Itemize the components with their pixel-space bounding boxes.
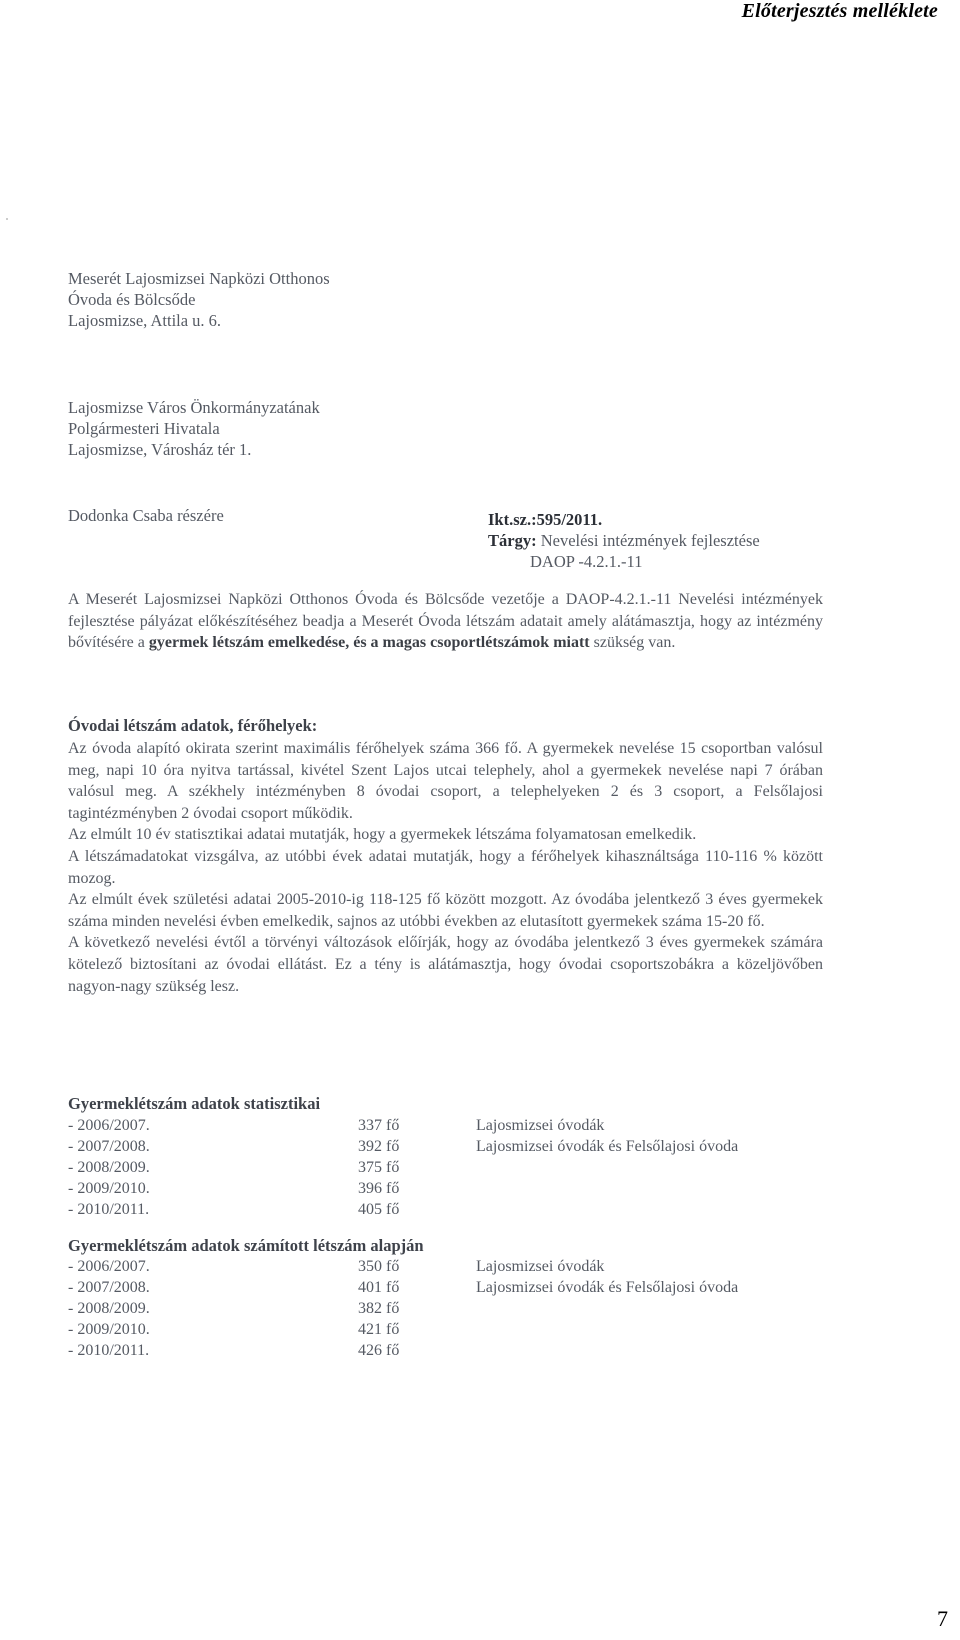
section-heading-stats: Gyermeklétszám adatok statisztikai: [68, 1094, 321, 1113]
attachment-header: Előterjesztés melléklete: [741, 0, 938, 22]
recipient-address: [68, 397, 320, 460]
attention-text: Dodonka Csaba részére: [68, 506, 224, 525]
sender-line: Óvoda és Bölcsőde: [68, 290, 196, 309]
paragraph: Az elmúlt 10 év statisztikai adatai mutatják, hogy a gyermekek létszáma folyamatosan emelkedik.: [68, 826, 697, 844]
intro-text-2: szükség van.: [589, 634, 676, 652]
paragraph: A létszámadatokat vizsgálva, az utóbbi évek adatai mutatják, hogy a férőhelyek kihasználtsága 110-116 % között mozog.: [68, 847, 823, 887]
subject-line: [488, 530, 760, 551]
section-heading-calculated: Gyermeklétszám adatok számított létszám alapján: [68, 1236, 424, 1255]
page-number: 7: [937, 1606, 948, 1631]
sender-line: Meserét Lajosmizsei Napközi Otthonos: [68, 269, 330, 288]
program-code: DAOP -4.2.1.-11: [530, 552, 643, 571]
section-heading-capacity: Óvodai létszám adatok, férőhelyek:: [68, 716, 318, 735]
capacity-paragraphs: [68, 738, 823, 997]
recipient-line: Lajosmizse, Városház tér 1.: [68, 440, 252, 459]
scan-speck: [6, 218, 8, 220]
sender-line: Lajosmizse, Attila u. 6.: [68, 311, 222, 330]
reference-block: [488, 509, 760, 572]
sender-address: [68, 268, 330, 331]
file-number: Ikt.sz.:595/2011.: [488, 510, 603, 529]
paragraph: Az óvoda alapító okirata szerint maximális férőhelyek száma 366 fő. A gyermekek nevelése 15 csoportban valósul meg, napi 10 óra nyitva tartással, kivétel Szent Lajos utcai telephely, ahol a gyermekek nevelése napi 7 órában valósul meg. A székhely intézményben 8 óvodai csoport, a telephelyeken 2 és 3 csoport, a Felsőlajosi tagintézményben 2 óvodai csoport működik.: [68, 740, 823, 822]
attention-line: [68, 505, 224, 526]
recipient-line: Lajosmizse Város Önkormányzatának: [68, 398, 320, 417]
intro-text-1: A Meserét Lajosmizsei Napközi Otthonos Óvoda és Bölcsőde vezetője a DAOP-4.2.1.-11 Nevelési intézmények fejlesztése pályázat előkészítéséhez beadja a Meserét Óvoda létszám adatait amely alátámasztja, hogy az intézmény bővítésére a: [68, 591, 823, 652]
paragraph: Az elmúlt évek születési adatai 2005-2010-ig 118-125 fő között mozgott. Az óvodába jelentkező 3 éves gyermekek száma minden nevelési évben emelkedik, sajnos az utóbbi években az elutasított gyermekek száma 15-20 fő.: [68, 891, 823, 930]
subject-text: Nevelési intézmények fejlesztése: [536, 531, 760, 550]
recipient-line: Polgármesteri Hivatala: [68, 419, 220, 438]
intro-bold: gyermek létszám emelkedése, és a magas csoportlétszámok miatt: [148, 634, 590, 652]
paragraph: A következő nevelési évtől a törvényi változások előírják, hogy az óvodába jelentkező 3 éves gyermekek számára kötelező biztosítani az óvodai ellátást. Ez a tény is alátámasztja, hogy óvodai csoportszobákra a közeljövőben nagyon-nagy szükség lesz.: [68, 934, 823, 995]
subject-label: Tárgy:: [488, 531, 537, 550]
intro-paragraph: [68, 589, 823, 654]
